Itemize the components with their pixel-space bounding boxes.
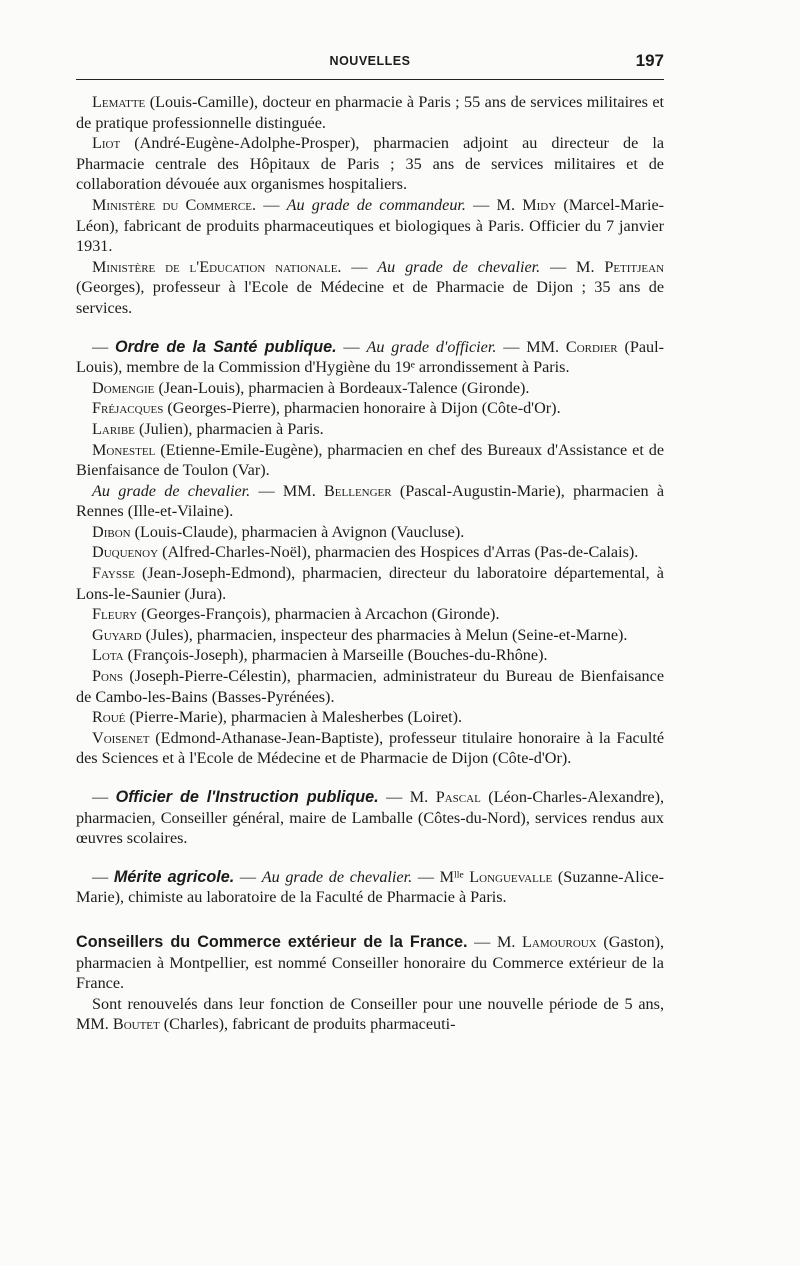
person-name: Fleury: [92, 605, 138, 624]
section-heading: Officier de l'Instruction publique.: [115, 788, 379, 806]
person-name: Midy: [522, 195, 557, 214]
paragraph: Monestel (Etienne-Emile-Eugène), pharmacien en chef des Bureaux d'Assistance et de Bienfaisance de Toulon (Var).: [76, 440, 665, 480]
person-name: Fréjacques: [92, 399, 164, 418]
ministry-name: Ministère du Commerce.: [92, 195, 257, 214]
person-name: Cordier: [565, 337, 618, 356]
person-name: Lamouroux: [522, 932, 597, 951]
paragraph: Liot (André-Eugène-Adolphe-Prosper), pharmacien adjoint au directeur de la Pharmacie centrale des Hôpitaux de Paris ; 35 ans de services militaires et de collaboration dévouée aux organismes hospitaliers.: [76, 134, 664, 194]
grade: Au grade de chevalier.: [377, 257, 541, 276]
section-paragraph: — Officier de l'Instruction publique. — M. Pascal (Léon-Charles-Alexandre), pharmacien, Conseiller général, maire de Lamballe (Côtes-du-Nord), services rendus aux œuvres scolaires.: [76, 788, 665, 848]
paragraph: Domengie (Jean-Louis), pharmacien à Bordeaux-Talence (Gironde).: [92, 378, 530, 397]
grade: Au grade de commandeur.: [286, 195, 466, 214]
person-name: Pons: [92, 667, 124, 686]
person-name: Guyard: [92, 625, 142, 644]
person-name: Pascal: [435, 788, 481, 806]
section-heading: Ordre de la Santé publique.: [115, 337, 337, 356]
person-name: Duquenoy: [92, 543, 159, 562]
person-name: Boutet: [112, 1015, 160, 1034]
section-paragraph: Conseillers du Commerce extérieur de la France. — M. Lamouroux (Gaston), pharmacien à Montpellier, est nommé Conseiller honoraire du Commerce extérieur de la France.: [76, 932, 665, 993]
person-name: Monestel: [92, 440, 156, 459]
paragraph: Pons (Joseph-Pierre-Célestin), pharmacien, administrateur du Bureau de Bienfaisance de Cambo-les-Bains (Basses-Pyrénées).: [76, 667, 665, 706]
paragraph: Lematte (Louis-Camille), docteur en pharmacie à Paris ; 55 ans de services militaires et de pratique professionnelle distinguée.: [76, 93, 665, 132]
paragraph: Ministère de l'Education nationale. — Au grade de chevalier. — M. Petitjean (Georges), professeur à l'Ecole de Médecine et de Pharmacie de Dijon ; 35 ans de services.: [76, 257, 665, 317]
running-header: [76, 50, 664, 78]
person-name: Liot: [92, 134, 121, 153]
paragraph: Duquenoy (Alfred-Charles-Noël), pharmacien des Hospices d'Arras (Pas-de-Calais).: [92, 543, 639, 562]
person-name: Petitjean: [604, 257, 665, 276]
paragraph: Roué (Pierre-Marie), pharmacien à Malesherbes (Loiret).: [92, 708, 463, 727]
section-heading: Conseillers du Commerce extérieur de la France.: [76, 932, 468, 951]
paragraph: Guyard (Jules), pharmacien, inspecteur des pharmacies à Melun (Seine-et-Marne).: [92, 625, 628, 644]
paragraph: Sont renouvelés dans leur fonction de Conseiller pour une nouvelle période de 5 ans, MM. Boutet (Charles), fabricant de produits pharmaceuti-: [76, 994, 664, 1034]
paragraph: Ministère du Commerce. — Au grade de commandeur. — M. Midy (Marcel-Marie-Léon), fabricant de produits pharmaceutiques et biologiques à Paris. Officier du 7 janvier 1931.: [76, 195, 665, 256]
paragraph: Lota (François-Joseph), pharmacien à Marseille (Bouches-du-Rhône).: [92, 646, 548, 665]
person-name: Bellenger: [324, 481, 392, 500]
person-name: Dibon: [92, 522, 131, 541]
paragraph: Faysse (Jean-Joseph-Edmond), pharmacien, directeur du laboratoire départemental, à Lons-le-Saunier (Jura).: [76, 564, 664, 603]
paragraph: Au grade de chevalier. — MM. Bellenger (Pascal-Augustin-Marie), pharmacien à Rennes (Ille-et-Vilaine).: [76, 481, 665, 521]
paragraph: Dibon (Louis-Claude), pharmacien à Avignon (Vaucluse).: [92, 522, 465, 541]
person-name: Faysse: [92, 564, 135, 583]
section-paragraph: — Ordre de la Santé publique. — Au grade d'officier. — MM. Cordier (Paul-Louis), membre de la Commission d'Hygiène du 19ᵉ arrondissement à Paris.: [76, 337, 665, 377]
header-title: NOUVELLES: [329, 54, 411, 68]
section-paragraph: — Mérite agricole. — Au grade de chevalier. — Mˡˡᵉ Longuevalle (Suzanne-Alice-Marie), chimiste au laboratoire de la Faculté de Pharmacie à Paris.: [76, 867, 664, 907]
person-name: Roué: [92, 708, 126, 727]
grade: Au grade de chevalier.: [92, 481, 251, 500]
person-name: Voisenet: [92, 728, 150, 747]
person-name: Longuevalle: [469, 867, 553, 886]
person-name: Domengie: [92, 378, 155, 397]
paragraph: Voisenet (Edmond-Athanase-Jean-Baptiste), professeur titulaire honoraire à la Faculté des Sciences et à l'Ecole de Médecine et de Pharmacie de Dijon (Côte-d'Or).: [76, 728, 665, 768]
page-number: 197: [635, 51, 664, 70]
grade: Au grade d'officier.: [366, 337, 497, 356]
grade: Au grade de chevalier.: [261, 867, 413, 886]
person-name: Lota: [92, 646, 124, 665]
header-rule: [76, 79, 664, 80]
person-name: Laribe: [92, 419, 135, 438]
article-body: [76, 92, 664, 1035]
section-heading: Mérite agricole.: [113, 867, 235, 886]
ministry-name: Ministère de l'Education nationale.: [92, 257, 342, 276]
paragraph: Fréjacques (Georges-Pierre), pharmacien honoraire à Dijon (Côte-d'Or).: [92, 399, 561, 418]
paragraph: Fleury (Georges-François), pharmacien à Arcachon (Gironde).: [92, 605, 500, 624]
paragraph: Laribe (Julien), pharmacien à Paris.: [92, 419, 324, 438]
person-name: Lematte: [92, 93, 146, 111]
